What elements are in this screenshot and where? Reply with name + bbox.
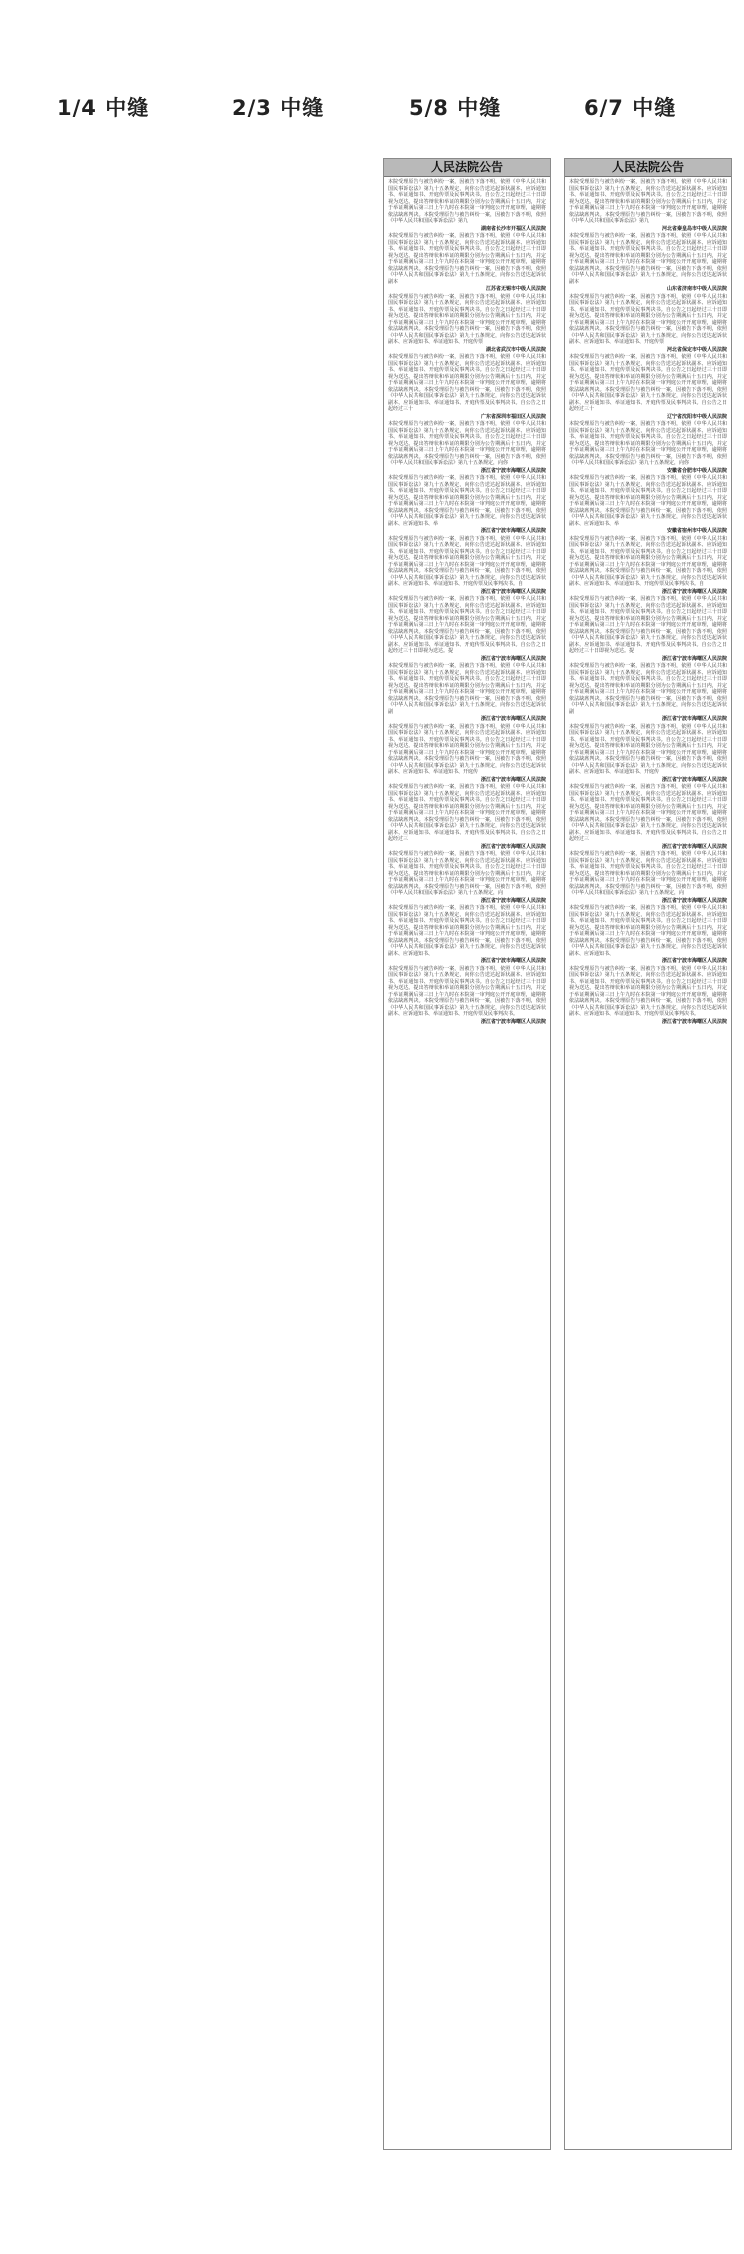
notice-paragraph: 本院受理原告与被告纠纷一案，因被告下落不明，依照《中华人民共和国民事诉讼法》第九十五条规定，向你公告送达起诉状副本、应诉通知书、举证通知书、开庭传票及民事判决书。自公告之日起经过三十日即视为送达。提出答辩状和举证的期限分别为公告期满后十五日内，并定于举证期满后第三日上午九时在本院第一审判庭公开开庭审理，逾期将依法缺席判决。本院受理原告与被告纠纷一案，因被告下落不明，依照《中华人民共和国民事诉讼法》第九十五条规定，向你公告送达起诉状副本、应诉通知书、 — [569, 905, 727, 957]
court-signature: 浙江省宁波市海曙区人民法院 — [480, 528, 546, 534]
notice-paragraph: 本院受理原告与被告纠纷一案，因被告下落不明，依照《中华人民共和国民事诉讼法》第九十五条规定，向你公告送达起诉状副本、应诉通知书、举证通知书、开庭传票及民事判决书。自公告之日起经过三十日即视为送达。提出答辩状和举证的期限分别为公告期满后十五日内，并定于举证期满后第三日上午九时在本院第一审判庭公开开庭审理，逾期将依法缺席判决。本院受理原告与被告纠纷一案，因被告下落不明，依照《中华人民共和国民事诉讼法》第九十五条规定，向你公告送达起诉状副本、应诉通知书、 — [388, 905, 546, 957]
notice-paragraph: 本院受理原告与被告纠纷一案，因被告下落不明，依照《中华人民共和国民事诉讼法》第九十五条规定，向你公告送达起诉状副本、应诉通知书、举证通知书、开庭传票及民事判决书。自公告之日起经过三十日即视为送达。提出答辩状和举证的期限分别为公告期满后十五日内，并定于举证期满后第三日上午九时在本院第一审判庭公开开庭审理，逾期将依法缺席判决。本院受理原告与被告纠纷一案，因被告下落不明，依照《中华人民共和国民事诉讼法》第九十五条规定，向你公告送达起诉状副本、应诉通知书、举证通知书、开庭传 — [569, 723, 727, 775]
notice-paragraph: 本院受理原告与被告纠纷一案，因被告下落不明，依照《中华人民共和国民事诉讼法》第九十五条规定，向你公告送达起诉状副本、应诉通知书、举证通知书、开庭传票及民事判决书。自公告之日起经过三十日即视为送达。提出答辩状和举证的期限分别为公告期满后十五日内，并定于举证期满后第三日上午九时在本院第一审判庭公开开庭审理，逾期将依法缺席判决。本院受理原告与被告纠纷一案，因被告下落不明，依照《中华人民共和国民事诉讼法》第九十五条规定，向你公告送达起诉状副本、应诉通知书、举证通知书、开庭传票及民事判决书。 — [569, 965, 727, 1017]
notice-paragraph: 本院受理原告与被告纠纷一案，因被告下落不明，依照《中华人民共和国民事诉讼法》第九十五条规定，向你公告送达起诉状副本、应诉通知书、举证通知书、开庭传票及民事判决书。自公告之日起经过三十日即视为送达。提出答辩状和举证的期限分别为公告期满后十五日内，并定于举证期满后第三日上午九时在本院第一审判庭公开开庭审理，逾期将依法缺席判决。本院受理原告与被告纠纷一案，因被告下落不明，依照《中华人民共和国民事诉讼法》第九十五条规定，向你公告送达起诉状副本、应诉通知书、举证通知书、开庭传票及民事判决书。自公告之日起经过三十日即视为送达。提 — [388, 596, 546, 654]
column-body — [565, 177, 731, 1025]
column-title: 人民法院公告 — [565, 159, 731, 177]
court-signature: 河北省秦皇岛市中级人民法院 — [661, 225, 727, 232]
court-signature: 浙江省宁波市海曙区人民法院 — [480, 1018, 546, 1025]
court-signature: 浙江省宁波市海曙区人民法院 — [480, 655, 546, 662]
court-signature: 浙江省宁波市海曙区人民法院 — [480, 467, 546, 474]
notice-paragraph: 本院受理原告与被告纠纷一案，因被告下落不明，依照《中华人民共和国民事诉讼法》第九十五条规定，向你公告送达起诉状副本、应诉通知书、举证通知书、开庭传票及民事判决书。自公告之日起经过三十日即视为送达。提出答辩状和举证的期限分别为公告期满后十五日内，并定于举证期满后第三日上午九时在本院第一审判庭公开开庭审理，逾期将依法缺席判决。本院受理原告与被告纠纷一案，因被告下落不明，依照《中华人民共和国民事诉讼法》第九十五条规定，向你 — [388, 421, 546, 466]
notice-paragraph: 本院受理原告与被告纠纷一案，因被告下落不明，依照《中华人民共和国民事诉讼法》第九十五条规定，向你公告送达起诉状副本、应诉通知书、举证通知书、开庭传票及民事判决书。自公告之日起经过三十日即视为送达。提出答辩状和举证的期限分别为公告期满后十五日内，并定于举证期满后第三日上午九时在本院第一审判庭公开开庭审理，逾期将依法缺席判决。本院受理原告与被告纠纷一案，因被告下落不明，依照《中华人民共和国民事诉讼法》第九十五条规定，向你公告送达起诉状副本、应诉通知书、举证通知书、开庭传票及民事判决书。自公告之日起经过三十 — [569, 354, 727, 412]
court-signature: 浙江省宁波市海曙区人民法院 — [661, 716, 727, 722]
notice-paragraph: 本院受理原告与被告纠纷一案，因被告下落不明，依照《中华人民共和国民事诉讼法》第九十五条规定，向你公告送达起诉状副本、应诉通知书、举证通知书、开庭传票及民事判决书。自公告之日起经过三十日即视为送达。提出答辩状和举证的期限分别为公告期满后十五日内，并定于举证期满后第三日上午九时在本院第一审判庭公开开庭审理，逾期将依法缺席判决。本院受理原告与被告纠纷一案，因被告下落不明，依照《中华人民共和国民事诉讼法》第九十五条规定，向你公告送达起诉状副本、应诉通知书、举证通知书、开庭传票及民事判决书。自 — [569, 535, 727, 587]
column-body — [384, 177, 550, 1025]
notice-paragraph: 本院受理原告与被告纠纷一案，因被告下落不明，依照《中华人民共和国民事诉讼法》第九十五条规定，向你公告送达起诉状副本、应诉通知书、举证通知书、开庭传票及民事判决书。自公告之日起经过三十日即视为送达。提出答辩状和举证的期限分别为公告期满后十五日内，并定于举证期满后第三日上午九时在本院第一审判庭公开开庭审理，逾期将依法缺席判决。本院受理原告与被告纠纷一案，因被告下落不明，依照《中华人民共和国民事诉讼法》第九十五条规定，向你公告送达起诉状副本 — [388, 233, 546, 285]
court-signature: 浙江省宁波市海曙区人民法院 — [480, 588, 546, 595]
court-signature: 浙江省宁波市海曙区人民法院 — [661, 1018, 727, 1025]
court-signature: 浙江省宁波市海曙区人民法院 — [480, 958, 546, 964]
court-signature: 浙江省宁波市海曙区人民法院 — [661, 958, 727, 964]
court-signature: 安徽省宿州市中级人民法院 — [666, 528, 727, 534]
court-signature: 浙江省宁波市海曙区人民法院 — [661, 897, 727, 904]
notice-paragraph: 本院受理原告与被告纠纷一案，因被告下落不明，依照《中华人民共和国民事诉讼法》第九十五条规定，向你公告送达起诉状副本、应诉通知书、举证通知书、开庭传票及民事判决书。自公告之日起经过三十日即视为送达。提出答辩状和举证的期限分别为公告期满后十五日内，并定于举证期满后第三日上午九时在本院第一审判庭公开开庭审理，逾期将依法缺席判决。本院受理原告与被告纠纷一案，因被告下落不明，依照《中华人民共和国民事诉讼法》第九十五条规定，向你公告送达起诉状副本 — [569, 233, 727, 285]
fold-label-1: 1/4 中缝 — [57, 96, 150, 120]
court-signature: 浙江省宁波市海曙区人民法院 — [661, 843, 727, 850]
notice-paragraph: 本院受理原告与被告纠纷一案，因被告下落不明，依照《中华人民共和国民事诉讼法》第九十五条规定，向你公告送达起诉状副本、应诉通知书、举证通知书、开庭传票及民事判决书。自公告之日起经过三十日即视为送达。提出答辩状和举证的期限分别为公告期满后十五日内，并定于举证期满后第三日上午九时在本院第一审判庭公开开庭审理，逾期将依法缺席判决。本院受理原告与被告纠纷一案，因被告下落不明，依照《中华人民共和国民事诉讼法》第九十五条规定，向你公告送达起诉状副本、应诉通知书、举 — [569, 475, 727, 527]
notice-paragraph: 本院受理原告与被告纠纷一案，因被告下落不明，依照《中华人民共和国民事诉讼法》第九十五条规定，向你公告送达起诉状副本、应诉通知书、举证通知书、开庭传票及民事判决书。自公告之日起经过三十日即视为送达。提出答辩状和举证的期限分别为公告期满后十五日内，并定于举证期满后第三日上午九时在本院第一审判庭公开开庭审理，逾期将依法缺席判决。本院受理原告与被告纠纷一案，因被告下落不明，依照《中华人民共和国民事诉讼法》第九十五条规定，向你 — [569, 421, 727, 466]
court-signature: 浙江省宁波市海曙区人民法院 — [480, 843, 546, 850]
notice-paragraph: 本院受理原告与被告纠纷一案，因被告下落不明，依照《中华人民共和国民事诉讼法》第九十五条规定，向你公告送达起诉状副本、应诉通知书、举证通知书、开庭传票及民事判决书。自公告之日起经过三十日即视为送达。提出答辩状和举证的期限分别为公告期满后十五日内，并定于举证期满后第三日上午九时在本院第一审判庭公开开庭审理，逾期将依法缺席判决。本院受理原告与被告纠纷一案，因被告下落不明，依照《中华人民共和国民事诉讼法》第九十五条规定，向你公告送达起诉状副本、应诉通知书、举证通知书、开庭传票及民事判决书。自公告之日起经过三十 — [388, 354, 546, 412]
notice-paragraph: 本院受理原告与被告纠纷一案，因被告下落不明，依照《中华人民共和国民事诉讼法》第九十五条规定，向你公告送达起诉状副本、应诉通知书、举证通知书、开庭传票及民事判决书。自公告之日起经过三十日即视为送达。提出答辩状和举证的期限分别为公告期满后十五日内，并定于举证期满后第三日上午九时在本院第一审判庭公开开庭审理，逾期将依法缺席判决。本院受理原告与被告纠纷一案，因被告下落不明，依照《中华人民共和国民事诉讼法》第九十五条规定，向你公告送达起诉状副本、应诉通知书、举证通知书、开庭传票 — [388, 293, 546, 345]
court-signature: 广东省深圳市福田区人民法院 — [480, 413, 546, 420]
notice-paragraph: 本院受理原告与被告纠纷一案，因被告下落不明，依照《中华人民共和国民事诉讼法》第九十五条规定，向你公告送达起诉状副本、应诉通知书、举证通知书、开庭传票及民事判决书。自公告之日起经过三十日即视为送达。提出答辩状和举证的期限分别为公告期满后十五日内，并定于举证期满后第三日上午九时在本院第一审判庭公开开庭审理，逾期将依法缺席判决。本院受理原告与被告纠纷一案，因被告下落不明，依照《中华人民共和国民事诉讼法》第九十五条规定，向你公告送达起诉状副本、应诉通知书、举证通知书、开庭传票及民事判决书。 — [388, 965, 546, 1017]
notice-column-1 — [383, 158, 551, 2150]
court-signature: 湖南省长沙市开福区人民法院 — [480, 225, 546, 232]
notice-paragraph: 本院受理原告与被告纠纷一案，因被告下落不明，依照《中华人民共和国民事诉讼法》第九十五条规定，向你公告送达起诉状副本、应诉通知书、举证通知书、开庭传票及民事判决书。自公告之日起经过三十日即视为送达。提出答辩状和举证的期限分别为公告期满后十五日内，并定于举证期满后第三日上午九时在本院第一审判庭公开开庭审理，逾期将依法缺席判决。本院受理原告与被告纠纷一案，因被告下落不明，依照《中华人民共和国民事诉讼法》第九十五条规定，向你公告送达起诉状副本、应诉通知书、举证通知书、开庭传票及民事判决书。自 — [388, 535, 546, 587]
court-signature: 安徽省合肥市中级人民法院 — [666, 467, 727, 474]
fold-label-3: 5/8 中缝 — [409, 96, 502, 120]
court-signature: 浙江省宁波市海曙区人民法院 — [480, 716, 546, 722]
notice-paragraph: 本院受理原告与被告纠纷一案，因被告下落不明，依照《中华人民共和国民事诉讼法》第九十五条规定，向你公告送达起诉状副本、应诉通知书、举证通知书、开庭传票及民事判决书。自公告之日起经过三十日即视为送达。提出答辩状和举证的期限分别为公告期满后十五日内，并定于举证期满后第三日上午九时在本院第一审判庭公开开庭审理，逾期将依法缺席判决。本院受理原告与被告纠纷一案，因被告下落不明，依照《中华人民共和国民事诉讼法》第九十五条规定，向你公告送达起诉状副本、应诉通知书、举证通知书、开庭传票 — [569, 293, 727, 345]
notice-paragraph: 本院受理原告与被告纠纷一案，因被告下落不明，依照《中华人民共和国民事诉讼法》第九十五条规定，向你公告送达起诉状副本、应诉通知书、举证通知书、开庭传票及民事判决书。自公告之日起经过三十日即视为送达。提出答辩状和举证的期限分别为公告期满后十五日内，并定于举证期满后第三日上午九时在本院第一审判庭公开开庭审理，逾期将依法缺席判决。本院受理原告与被告纠纷一案，因被告下落不明，依照《中华人民共和国民事诉讼法》第九十五条规定，向你公告送达起诉状副本、应诉通知书、举证通知书、开庭传票及民事判决书。自公告之日起经过三 — [388, 784, 546, 842]
court-signature: 湖北省武汉市中级人民法院 — [485, 346, 546, 353]
court-signature: 浙江省宁波市海曙区人民法院 — [480, 776, 546, 783]
notice-paragraph: 本院受理原告与被告纠纷一案，因被告下落不明，依照《中华人民共和国民事诉讼法》第九十五条规定，向你公告送达起诉状副本、应诉通知书、举证通知书、开庭传票及民事判决书。自公告之日起经过三十日即视为送达。提出答辩状和举证的期限分别为公告期满后十五日内，并定于举证期满后第三日上午九时在本院第一审判庭公开开庭审理，逾期将依法缺席判决。本院受理原告与被告纠纷一案，因被告下落不明，依照《中华人民共和国民事诉讼法》第九十五条规定，向 — [388, 851, 546, 896]
notice-paragraph: 本院受理原告与被告纠纷一案，因被告下落不明，依照《中华人民共和国民事诉讼法》第九十五条规定，向你公告送达起诉状副本、应诉通知书、举证通知书、开庭传票及民事判决书。自公告之日起经过三十日即视为送达。提出答辩状和举证的期限分别为公告期满后十五日内，并定于举证期满后第三日上午九时在本院第一审判庭公开开庭审理，逾期将依法缺席判决。本院受理原告与被告纠纷一案，因被告下落不明，依照《中华人民共和国民事诉讼法》第九十五条规定，向你公告送达起诉状副 — [388, 663, 546, 715]
notice-paragraph: 本院受理原告与被告纠纷一案，因被告下落不明，依照《中华人民共和国民事诉讼法》第九十五条规定，向你公告送达起诉状副本、应诉通知书、举证通知书、开庭传票及民事判决书。自公告之日起经过三十日即视为送达。提出答辩状和举证的期限分别为公告期满后十五日内，并定于举证期满后第三日上午九时在本院第一审判庭公开开庭审理，逾期将依法缺席判决。本院受理原告与被告纠纷一案，因被告下落不明，依照《中华人民共和国民事诉讼法》第九十五条规定，向你公告送达起诉状副 — [569, 663, 727, 715]
notice-paragraph: 本院受理原告与被告纠纷一案，因被告下落不明，依照《中华人民共和国民事诉讼法》第九十五条规定，向你公告送达起诉状副本、应诉通知书、举证通知书、开庭传票及民事判决书。自公告之日起经过三十日即视为送达。提出答辩状和举证的期限分别为公告期满后十五日内，并定于举证期满后第三日上午九时在本院第一审判庭公开开庭审理，逾期将依法缺席判决。本院受理原告与被告纠纷一案，因被告下落不明，依照《中华人民共和国民事诉讼法》第九十五条规定，向你公告送达起诉状副本、应诉通知书、举证通知书、开庭传票及民事判决书。自公告之日起经过三十日即视为送达。提 — [569, 596, 727, 654]
court-signature: 江苏省无锡市中级人民法院 — [485, 286, 546, 292]
notice-paragraph: 本院受理原告与被告纠纷一案，因被告下落不明，依照《中华人民共和国民事诉讼法》第九十五条规定，向你公告送达起诉状副本、应诉通知书、举证通知书、开庭传票及民事判决书。自公告之日起经过三十日即视为送达。提出答辩状和举证的期限分别为公告期满后十五日内，并定于举证期满后第三日上午九时在本院第一审判庭公开开庭审理，逾期将依法缺席判决。本院受理原告与被告纠纷一案，因被告下落不明，依照《中华人民共和国民事诉讼法》第九 — [569, 179, 727, 224]
court-signature: 山东省济南市中级人民法院 — [666, 286, 727, 292]
court-signature: 辽宁省沈阳市中级人民法院 — [666, 413, 727, 420]
court-signature: 浙江省宁波市海曙区人民法院 — [661, 776, 727, 783]
court-signature: 浙江省宁波市海曙区人民法院 — [480, 897, 546, 904]
notice-paragraph: 本院受理原告与被告纠纷一案，因被告下落不明，依照《中华人民共和国民事诉讼法》第九十五条规定，向你公告送达起诉状副本、应诉通知书、举证通知书、开庭传票及民事判决书。自公告之日起经过三十日即视为送达。提出答辩状和举证的期限分别为公告期满后十五日内，并定于举证期满后第三日上午九时在本院第一审判庭公开开庭审理，逾期将依法缺席判决。本院受理原告与被告纠纷一案，因被告下落不明，依照《中华人民共和国民事诉讼法》第九 — [388, 179, 546, 224]
notice-paragraph: 本院受理原告与被告纠纷一案，因被告下落不明，依照《中华人民共和国民事诉讼法》第九十五条规定，向你公告送达起诉状副本、应诉通知书、举证通知书、开庭传票及民事判决书。自公告之日起经过三十日即视为送达。提出答辩状和举证的期限分别为公告期满后十五日内，并定于举证期满后第三日上午九时在本院第一审判庭公开开庭审理，逾期将依法缺席判决。本院受理原告与被告纠纷一案，因被告下落不明，依照《中华人民共和国民事诉讼法》第九十五条规定，向你公告送达起诉状副本、应诉通知书、举证通知书、开庭传票及民事判决书。自公告之日起经过三 — [569, 784, 727, 842]
notice-paragraph: 本院受理原告与被告纠纷一案，因被告下落不明，依照《中华人民共和国民事诉讼法》第九十五条规定，向你公告送达起诉状副本、应诉通知书、举证通知书、开庭传票及民事判决书。自公告之日起经过三十日即视为送达。提出答辩状和举证的期限分别为公告期满后十五日内，并定于举证期满后第三日上午九时在本院第一审判庭公开开庭审理，逾期将依法缺席判决。本院受理原告与被告纠纷一案，因被告下落不明，依照《中华人民共和国民事诉讼法》第九十五条规定，向你公告送达起诉状副本、应诉通知书、举 — [388, 475, 546, 527]
notice-column-2 — [564, 158, 732, 2150]
court-signature: 浙江省宁波市海曙区人民法院 — [661, 655, 727, 662]
fold-label-4: 6/7 中缝 — [584, 96, 677, 120]
notice-paragraph: 本院受理原告与被告纠纷一案，因被告下落不明，依照《中华人民共和国民事诉讼法》第九十五条规定，向你公告送达起诉状副本、应诉通知书、举证通知书、开庭传票及民事判决书。自公告之日起经过三十日即视为送达。提出答辩状和举证的期限分别为公告期满后十五日内，并定于举证期满后第三日上午九时在本院第一审判庭公开开庭审理，逾期将依法缺席判决。本院受理原告与被告纠纷一案，因被告下落不明，依照《中华人民共和国民事诉讼法》第九十五条规定，向你公告送达起诉状副本、应诉通知书、举证通知书、开庭传 — [388, 723, 546, 775]
court-signature: 河北省保定市中级人民法院 — [666, 346, 727, 353]
court-signature: 浙江省宁波市海曙区人民法院 — [661, 588, 727, 595]
column-title: 人民法院公告 — [384, 159, 550, 177]
notice-paragraph: 本院受理原告与被告纠纷一案，因被告下落不明，依照《中华人民共和国民事诉讼法》第九十五条规定，向你公告送达起诉状副本、应诉通知书、举证通知书、开庭传票及民事判决书。自公告之日起经过三十日即视为送达。提出答辩状和举证的期限分别为公告期满后十五日内，并定于举证期满后第三日上午九时在本院第一审判庭公开开庭审理，逾期将依法缺席判决。本院受理原告与被告纠纷一案，因被告下落不明，依照《中华人民共和国民事诉讼法》第九十五条规定，向 — [569, 851, 727, 896]
fold-label-2: 2/3 中缝 — [232, 96, 325, 120]
